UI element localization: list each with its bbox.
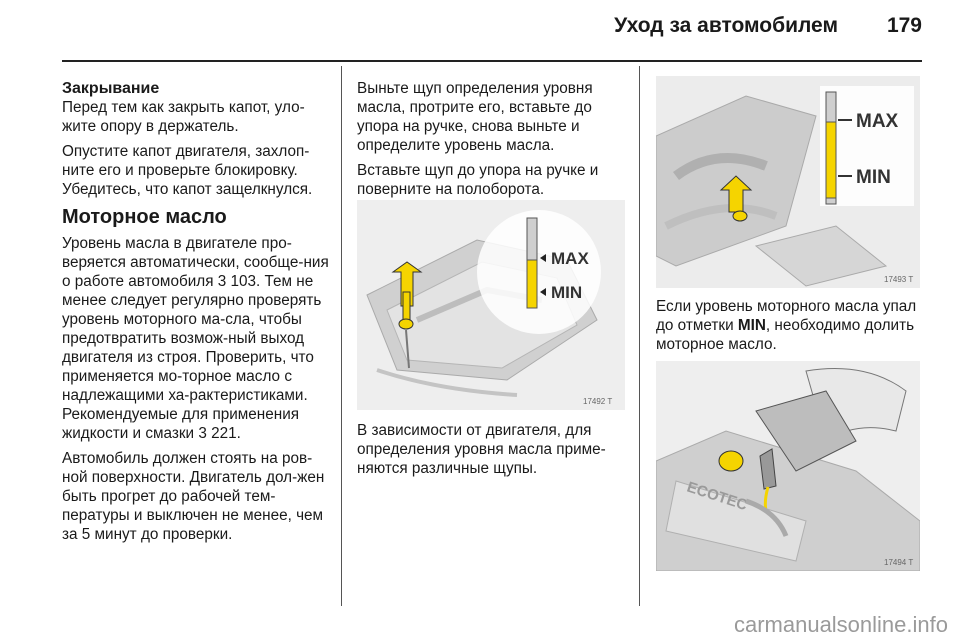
column-2-bottom — [357, 421, 629, 484]
figure-code: 17492 T — [583, 397, 613, 406]
column-3-text — [656, 297, 924, 360]
figure-topping-up-oil — [656, 361, 920, 571]
label-max: MAX — [551, 249, 589, 268]
figure-code: 17494 T — [884, 558, 914, 567]
figure-code: 17493 T — [884, 275, 914, 284]
heading-engine-oil: Моторное масло — [62, 206, 227, 228]
site-watermark: carmanualsonline.info — [733, 612, 948, 637]
engine-brand: ECOTEC — [684, 478, 750, 515]
column-divider-1 — [341, 66, 342, 606]
heading-closing: Закрывание — [62, 80, 160, 97]
paragraph-oil-level: Уровень масла в двигателе про-веряется автоматически, сообще-ния о работе автомобиля 3 103. Тем не менее следует регулярно проверять уровень моторного ма-сла, чтобы предотвратить возмож-ный выход двигателя из строя. Проверить, что применяется мо-торное масло с надлежащими ха-рактеристиками. Рекомендуемые для применения жидкости и смазки 3 221. — [62, 235, 329, 442]
figure-dipstick-engine — [357, 200, 625, 410]
paragraph-closing-1: Перед тем как закрыть капот, уло-жите опору в держатель. — [62, 99, 305, 135]
section-title: Уход за автомобилем — [614, 14, 838, 37]
label-min: MIN — [856, 167, 891, 188]
column-divider-2 — [639, 66, 640, 606]
label-min: MIN — [551, 283, 583, 302]
label-max: MAX — [856, 111, 899, 132]
paragraph-top-up: Если уровень моторного масла упал до отметки MIN, необходимо долить моторное масло. — [656, 298, 917, 353]
page-ref-link[interactable]: 3 103 — [217, 273, 257, 290]
paragraph-insert-dipstick: Вставьте щуп до упора на ручке и поверните на полоборота. — [357, 162, 599, 198]
paragraph-level-surface: Автомобиль должен стоять на ров-ной поверхности. Двигатель дол-жен быть прогрет до рабочей тем-пературы и выключен не менее, чем за 5 минут до проверки. — [62, 450, 325, 543]
paragraph-dipstick-types: В зависимости от двигателя, для определения уровня масла приме-няются различные щупы. — [357, 422, 606, 477]
column-1 — [62, 79, 330, 550]
paragraph-closing-2: Опустите капот двигателя, захлоп-ните его и проверьте блокировку. Убедитесь, что капот защелкнулся. — [62, 143, 313, 198]
figure-dipstick-closeup — [656, 76, 920, 288]
page-number: 179 — [886, 14, 922, 37]
header-rule — [62, 60, 922, 62]
page-ref-link[interactable]: 3 221 — [198, 425, 237, 442]
paragraph-remove-dipstick: Выньте щуп определения уровня масла, протрите его, вставьте до упора на ручке, снова выньте и определите уровень масла. — [357, 80, 593, 154]
column-2 — [357, 79, 629, 205]
